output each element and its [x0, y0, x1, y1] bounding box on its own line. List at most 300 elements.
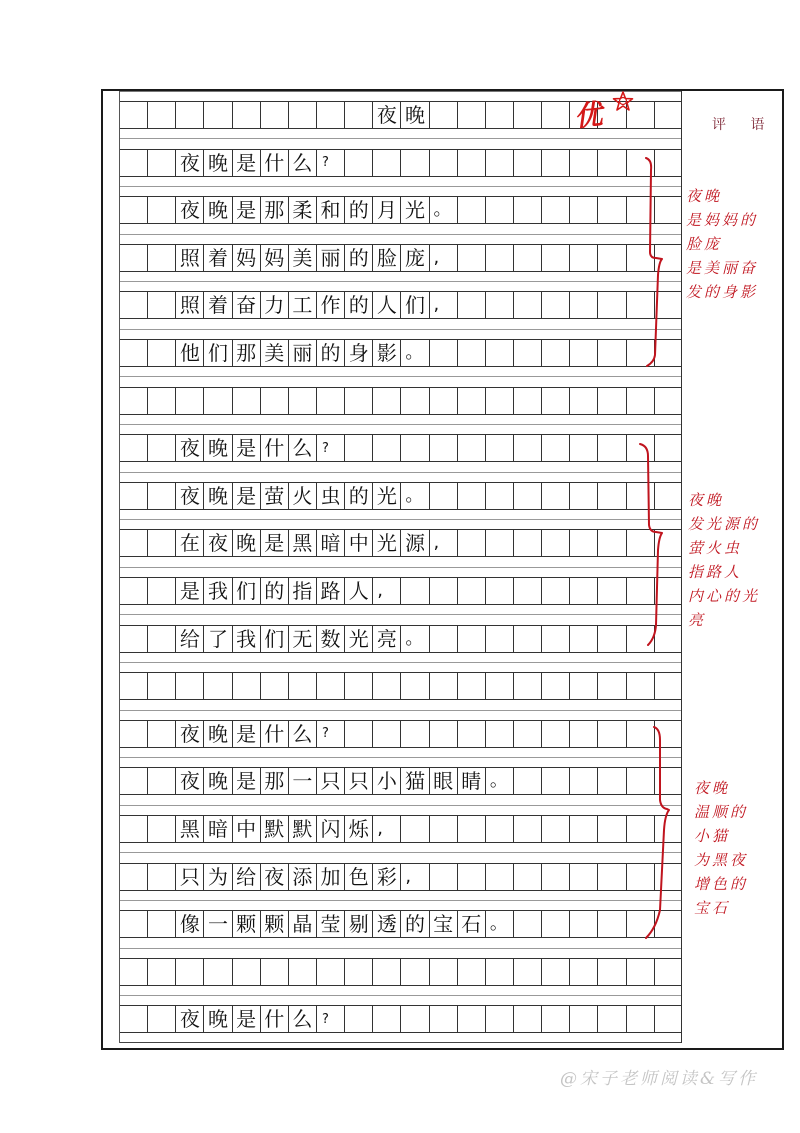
grid-cell: [345, 1006, 373, 1032]
grid-cell: [261, 673, 289, 699]
grid-cell: [598, 388, 626, 414]
grid-cell: 脸: [373, 245, 401, 271]
grid-cell: [514, 864, 542, 890]
grid-cell: 中: [345, 530, 373, 556]
grid-cell: 虫: [317, 483, 345, 509]
grid-cell: 黑: [289, 530, 317, 556]
grid-cell: [570, 388, 598, 414]
grid-cell: [542, 197, 570, 223]
grid-cell: 月: [373, 197, 401, 223]
grid-cell: [148, 911, 176, 937]
grid-cell: 。: [486, 768, 514, 794]
grid-cell: [373, 959, 401, 985]
star-icon: [612, 90, 634, 112]
grid-cell: [430, 435, 458, 461]
grid-cell: [176, 102, 204, 128]
grid-cell: [458, 1006, 486, 1032]
grid-cell: 们: [204, 340, 232, 366]
grid-cell: [458, 959, 486, 985]
grid-gap-rule: [120, 567, 681, 568]
grid-cell: 在: [176, 530, 204, 556]
grid-cell: 给: [176, 626, 204, 652]
grid-cell: [570, 197, 598, 223]
grid-cell: [570, 150, 598, 176]
grid-cell: 晚: [204, 768, 232, 794]
grid-gap-rule: [120, 472, 681, 473]
grid-cell: 奋: [233, 292, 261, 318]
grid-cell: [542, 245, 570, 271]
blank-row: [120, 958, 681, 986]
grid-gap-rule: [120, 424, 681, 425]
grid-cell: [401, 150, 429, 176]
grid-cell: [120, 245, 148, 271]
grid-cell: [542, 388, 570, 414]
grid-cell: [261, 102, 289, 128]
grid-cell: ,: [430, 245, 458, 271]
grid-cell: 妈: [233, 245, 261, 271]
grid-cell: [317, 388, 345, 414]
text-row: [120, 482, 681, 510]
grid-cell: ?: [317, 150, 345, 176]
grid-cell: [570, 245, 598, 271]
grid-cell: 暗: [204, 816, 232, 842]
grid-cell: [598, 768, 626, 794]
grid-gap-rule: [120, 329, 681, 330]
grid-cell: 中: [233, 816, 261, 842]
grid-cell: [401, 673, 429, 699]
grid-cell: [514, 102, 542, 128]
grid-cell: [148, 959, 176, 985]
grid-cell: [570, 864, 598, 890]
grid-cell: 夜: [176, 1006, 204, 1032]
grid-cell: ?: [317, 435, 345, 461]
grid-cell: [655, 245, 683, 271]
grid-cell: [148, 721, 176, 747]
grid-cell: 是: [233, 721, 261, 747]
grid-cell: [598, 150, 626, 176]
grid-cell: [458, 673, 486, 699]
grid-cell: [570, 721, 598, 747]
grid-cell: 人: [345, 578, 373, 604]
grid-cell: 只: [317, 768, 345, 794]
grid-cell: [317, 673, 345, 699]
grid-cell: 光: [401, 197, 429, 223]
grid-cell: [486, 959, 514, 985]
grid-cell: [570, 673, 598, 699]
grid-cell: [542, 959, 570, 985]
grid-cell: ,: [373, 578, 401, 604]
grid-cell: 的: [345, 245, 373, 271]
grid-cell: 暗: [317, 530, 345, 556]
grid-cell: 睛: [458, 768, 486, 794]
grid-gap-rule: [120, 710, 681, 711]
grid-cell: [120, 483, 148, 509]
grid-cell: [514, 626, 542, 652]
grid-cell: 给: [233, 864, 261, 890]
grid-cell: 晚: [204, 483, 232, 509]
grid-cell: [458, 245, 486, 271]
grid-cell: [373, 435, 401, 461]
grid-cell: 什: [261, 435, 289, 461]
grid-cell: [486, 340, 514, 366]
grid-cell: [176, 388, 204, 414]
grid-cell: [486, 102, 514, 128]
grid-cell: ,: [430, 292, 458, 318]
grid-gap-rule: [120, 234, 681, 235]
grid-cell: [655, 959, 683, 985]
grid-gap-rule: [120, 948, 681, 949]
grid-cell: [514, 340, 542, 366]
grid-cell: 火: [289, 483, 317, 509]
grid-cell: [486, 435, 514, 461]
grid-cell: [627, 197, 655, 223]
grid-cell: [514, 292, 542, 318]
grid-cell: [655, 911, 683, 937]
grid-cell: [120, 864, 148, 890]
grid-cell: 是: [233, 150, 261, 176]
grid-cell: [542, 911, 570, 937]
grid-cell: [598, 340, 626, 366]
grid-cell: 了: [204, 626, 232, 652]
grid-cell: [514, 530, 542, 556]
grid-cell: 影: [373, 340, 401, 366]
text-row: [120, 196, 681, 224]
grid-cell: 晶: [289, 911, 317, 937]
grid-gap-rule: [120, 805, 681, 806]
grid-cell: ?: [317, 721, 345, 747]
grid-cell: 那: [233, 340, 261, 366]
grid-cell: 夜: [176, 150, 204, 176]
grid-cell: 是: [233, 768, 261, 794]
grid-cell: [486, 197, 514, 223]
grid-cell: [148, 530, 176, 556]
grid-cell: 的: [345, 292, 373, 318]
grid-cell: 是: [233, 435, 261, 461]
grid-cell: 宝: [430, 911, 458, 937]
teacher-comment-2: 夜晚 发光源的 萤火虫 指路人 内心的光 亮: [688, 491, 761, 629]
grid-cell: [598, 530, 626, 556]
grid-cell: [430, 1006, 458, 1032]
grid-cell: 的: [345, 483, 373, 509]
grid-cell: [627, 673, 655, 699]
grid-cell: 作: [317, 292, 345, 318]
blank-row: [120, 387, 681, 415]
grid-cell: [373, 388, 401, 414]
grid-cell: [486, 578, 514, 604]
grid-cell: [486, 673, 514, 699]
grid-cell: [373, 150, 401, 176]
grid-cell: 夜: [176, 197, 204, 223]
grid-cell: [148, 578, 176, 604]
grid-cell: [458, 150, 486, 176]
grid-cell: [430, 864, 458, 890]
grid-cell: 路: [317, 578, 345, 604]
grid-cell: [345, 435, 373, 461]
grid-cell: 么: [289, 435, 317, 461]
grid-cell: 一: [204, 911, 232, 937]
grid-cell: 美: [261, 340, 289, 366]
text-row: [120, 720, 681, 748]
grid-cell: [401, 959, 429, 985]
grid-cell: 。: [486, 911, 514, 937]
grid-cell: [542, 721, 570, 747]
grid-cell: [542, 530, 570, 556]
grid-cell: [655, 864, 683, 890]
grid-cell: 颗: [261, 911, 289, 937]
grid-cell: [627, 959, 655, 985]
grid-cell: 晚: [233, 530, 261, 556]
grid-cell: [401, 1006, 429, 1032]
grid-cell: [458, 292, 486, 318]
text-row: [120, 625, 681, 653]
grid-cell: [204, 388, 232, 414]
grid-cell: [289, 673, 317, 699]
grid-cell: [204, 959, 232, 985]
grid-cell: [542, 292, 570, 318]
grid-cell: 夜: [261, 864, 289, 890]
grid-cell: [120, 292, 148, 318]
grid-cell: 晚: [204, 435, 232, 461]
grid-cell: 柔: [289, 197, 317, 223]
grid-cell: 工: [289, 292, 317, 318]
grid-cell: [542, 626, 570, 652]
grid-gap-rule: [120, 757, 681, 758]
grid-cell: [458, 388, 486, 414]
grid-cell: [514, 1006, 542, 1032]
grid-cell: [148, 816, 176, 842]
grid-cell: [514, 150, 542, 176]
grid-cell: [655, 197, 683, 223]
grid-cell: [148, 388, 176, 414]
grid-cell: 照: [176, 292, 204, 318]
grid-cell: [570, 435, 598, 461]
grid-cell: 是: [233, 483, 261, 509]
grid-cell: [289, 102, 317, 128]
grid-cell: [655, 626, 683, 652]
grid-cell: [120, 673, 148, 699]
grid-cell: [627, 578, 655, 604]
grid-cell: [401, 388, 429, 414]
grid-cell: [542, 340, 570, 366]
grid-cell: [233, 102, 261, 128]
grid-cell: [570, 911, 598, 937]
composition-grid: [119, 91, 682, 1043]
grid-gap-rule: [120, 852, 681, 853]
grid-cell: [514, 673, 542, 699]
text-row: [120, 577, 681, 605]
grid-cell: [430, 959, 458, 985]
grid-cell: [148, 150, 176, 176]
grid-cell: [627, 530, 655, 556]
grid-cell: [373, 721, 401, 747]
text-row: [120, 149, 681, 177]
grid-cell: [627, 245, 655, 271]
grid-cell: 是: [261, 530, 289, 556]
grid-gap-rule: [120, 519, 681, 520]
grid-cell: 烁: [345, 816, 373, 842]
grid-cell: [655, 483, 683, 509]
grid-cell: [598, 292, 626, 318]
grid-bottom-rule: [120, 1042, 681, 1043]
grid-cell: [655, 150, 683, 176]
grid-cell: 夜: [373, 102, 401, 128]
grid-cell: [486, 626, 514, 652]
grid-cell: 我: [233, 626, 261, 652]
grid-cell: [598, 483, 626, 509]
grid-gap-rule: [120, 662, 681, 663]
grid-cell: [430, 483, 458, 509]
text-row: [120, 863, 681, 891]
grid-cell: 只: [345, 768, 373, 794]
grid-cell: [570, 578, 598, 604]
text-row: [120, 291, 681, 319]
grid-cell: [570, 292, 598, 318]
text-row: [120, 434, 681, 462]
grid-cell: [148, 102, 176, 128]
grid-cell: [514, 435, 542, 461]
grid-cell: [458, 102, 486, 128]
grid-cell: [627, 292, 655, 318]
grid-cell: [120, 959, 148, 985]
grid-cell: 们: [261, 626, 289, 652]
grid-cell: [120, 911, 148, 937]
grid-cell: 数: [317, 626, 345, 652]
grid-cell: [120, 816, 148, 842]
grid-cell: 的: [261, 578, 289, 604]
grid-cell: 夜: [176, 721, 204, 747]
grid-cell: [655, 102, 683, 128]
text-row: [120, 339, 681, 367]
grid-cell: 晚: [204, 197, 232, 223]
grid-cell: [570, 1006, 598, 1032]
grid-cell: [345, 721, 373, 747]
grid-cell: 颗: [233, 911, 261, 937]
grid-cell: [655, 388, 683, 414]
grid-cell: 庞: [401, 245, 429, 271]
grid-cell: 猫: [401, 768, 429, 794]
grid-cell: 妈: [261, 245, 289, 271]
grid-cell: [317, 959, 345, 985]
grid-cell: 夜: [176, 768, 204, 794]
grid-cell: 们: [233, 578, 261, 604]
grid-cell: [655, 530, 683, 556]
grid-cell: [176, 673, 204, 699]
grid-cell: ?: [317, 1006, 345, 1032]
grid-cell: [430, 578, 458, 604]
grid-cell: [486, 150, 514, 176]
grid-cell: 。: [430, 197, 458, 223]
grid-cell: 眼: [430, 768, 458, 794]
grid-cell: 指: [289, 578, 317, 604]
grid-cell: [514, 578, 542, 604]
grid-cell: [486, 1006, 514, 1032]
grid-cell: 他: [176, 340, 204, 366]
grid-cell: 小: [373, 768, 401, 794]
grid-cell: [655, 578, 683, 604]
grid-cell: [627, 864, 655, 890]
grid-cell: [514, 911, 542, 937]
grid-cell: 闪: [317, 816, 345, 842]
grid-cell: [514, 245, 542, 271]
grid-cell: [120, 435, 148, 461]
teacher-comment-3: 夜晚 温顺的 小猫 为黑夜 增色的 宝石: [694, 779, 749, 917]
grid-cell: 那: [261, 768, 289, 794]
grid-cell: [458, 340, 486, 366]
grid-cell: 只: [176, 864, 204, 890]
grid-cell: [430, 626, 458, 652]
grid-cell: [486, 292, 514, 318]
grid-cell: 么: [289, 150, 317, 176]
grid-cell: [430, 673, 458, 699]
grid-cell: 的: [345, 197, 373, 223]
grid-cell: [627, 626, 655, 652]
grid-cell: [430, 721, 458, 747]
grid-cell: [401, 578, 429, 604]
grid-cell: [514, 768, 542, 794]
grid-cell: 透: [373, 911, 401, 937]
grid-cell: 人: [373, 292, 401, 318]
grid-cell: [148, 435, 176, 461]
grid-cell: [317, 102, 345, 128]
grid-cell: [542, 150, 570, 176]
grid-cell: [458, 864, 486, 890]
grid-cell: [430, 102, 458, 128]
grid-gap-rule: [120, 900, 681, 901]
grid-cell: [401, 435, 429, 461]
grid-cell: [627, 150, 655, 176]
grid-cell: [627, 816, 655, 842]
grid-cell: [598, 816, 626, 842]
grid-cell: [458, 197, 486, 223]
grid-cell: 夜: [176, 435, 204, 461]
grid-cell: 我: [204, 578, 232, 604]
grid-cell: 加: [317, 864, 345, 890]
grid-cell: 着: [204, 292, 232, 318]
grid-cell: [627, 911, 655, 937]
grid-cell: [655, 1006, 683, 1032]
grid-cell: [627, 388, 655, 414]
grid-cell: [514, 197, 542, 223]
grid-cell: [655, 292, 683, 318]
grid-cell: [401, 721, 429, 747]
grid-cell: [148, 197, 176, 223]
grid-cell: [570, 340, 598, 366]
grid-gap-rule: [120, 281, 681, 282]
grid-cell: 。: [401, 626, 429, 652]
grid-cell: [542, 816, 570, 842]
grid-cell: ,: [401, 864, 429, 890]
grid-cell: [627, 483, 655, 509]
grid-cell: [598, 911, 626, 937]
grid-cell: 什: [261, 150, 289, 176]
grid-cell: [458, 530, 486, 556]
grid-cell: [373, 673, 401, 699]
grid-cell: [345, 102, 373, 128]
grid-cell: 和: [317, 197, 345, 223]
grid-cell: [542, 435, 570, 461]
grid-cell: [458, 435, 486, 461]
grid-cell: [598, 626, 626, 652]
grid-cell: 夜: [204, 530, 232, 556]
grid-cell: [598, 435, 626, 461]
grid-cell: 黑: [176, 816, 204, 842]
grid-cell: [120, 721, 148, 747]
grid-cell: 莹: [317, 911, 345, 937]
grid-cell: 像: [176, 911, 204, 937]
grid-cell: [486, 721, 514, 747]
grid-cell: [120, 340, 148, 366]
grid-cell: [289, 959, 317, 985]
